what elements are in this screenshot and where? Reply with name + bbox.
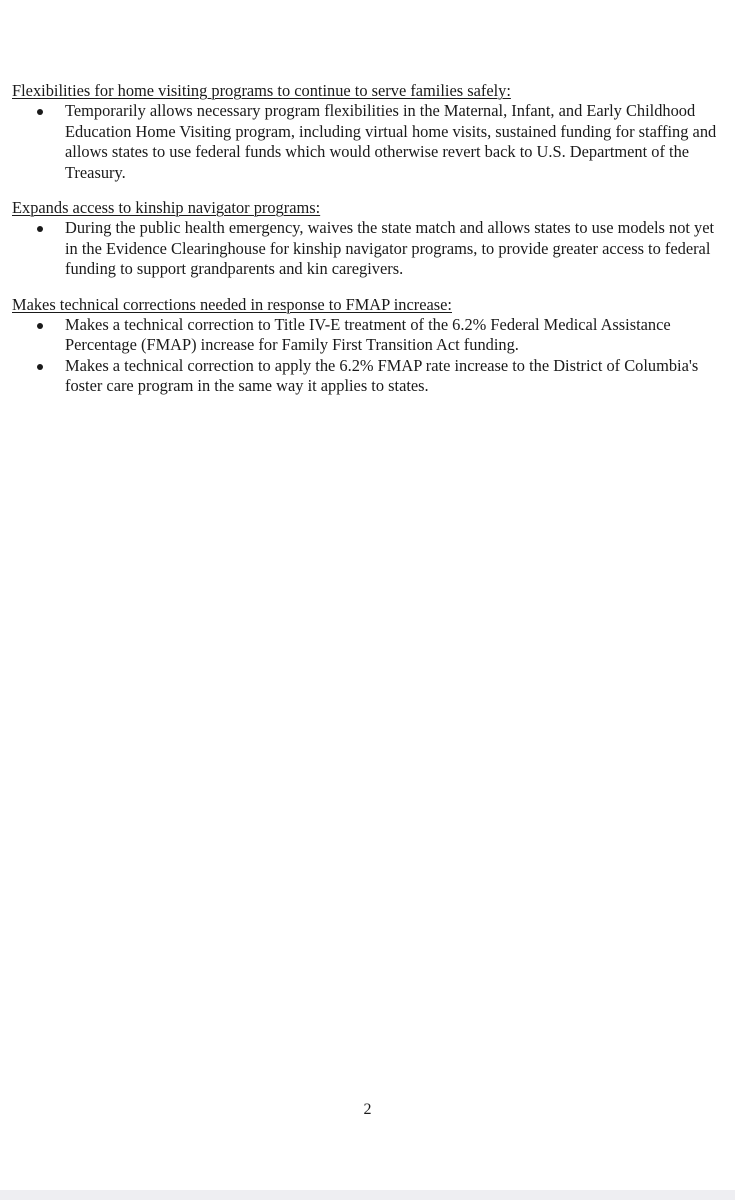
viewer-bottom-strip [0, 1190, 735, 1200]
list-item-text: Makes a technical correction to apply the 6.2% FMAP rate increase to the District of Columbia's foster care program in the same way it applies to states. [65, 355, 699, 395]
document-body [12, 81, 724, 412]
bullet-list [12, 315, 724, 397]
bullet-list [12, 101, 724, 183]
bullet-list [12, 218, 724, 280]
bullet-icon [37, 364, 43, 370]
list-item-text: During the public health emergency, waives the state match and allows states to use models not yet in the Evidence Clearinghouse for kinship navigator programs, to provide greater access to federal funding to support grandparents and kin caregivers. [65, 218, 715, 278]
section-heading: Makes technical corrections needed in response to FMAP increase: [12, 294, 452, 314]
bullet-icon [37, 109, 43, 115]
list-item [12, 356, 724, 397]
bullet-icon [37, 323, 43, 329]
page-number: 2 [363, 1101, 372, 1118]
section-heading: Flexibilities for home visiting programs to continue to serve families safely: [12, 81, 511, 100]
list-item-text: Temporarily allows necessary program flexibilities in the Maternal, Infant, and Early Childhood Education Home Visiting program, including virtual home visits, sustained funding for staffing and allows states to use federal funds which would otherwise revert back to U.S. Department of the Treasury. [65, 101, 717, 182]
section-fmap-corrections [12, 295, 724, 397]
list-item-text: Makes a technical correction to Title IV-E treatment of the 6.2% Federal Medical Assistance Percentage (FMAP) increase for Family First Transition Act funding. [65, 314, 671, 354]
section-heading: Expands access to kinship navigator programs: [12, 198, 321, 217]
section-kinship-navigator [12, 198, 724, 280]
section-home-visiting [12, 81, 724, 183]
list-item [12, 315, 724, 356]
list-item [12, 218, 724, 280]
bullet-icon [37, 226, 43, 232]
list-item [12, 101, 724, 183]
